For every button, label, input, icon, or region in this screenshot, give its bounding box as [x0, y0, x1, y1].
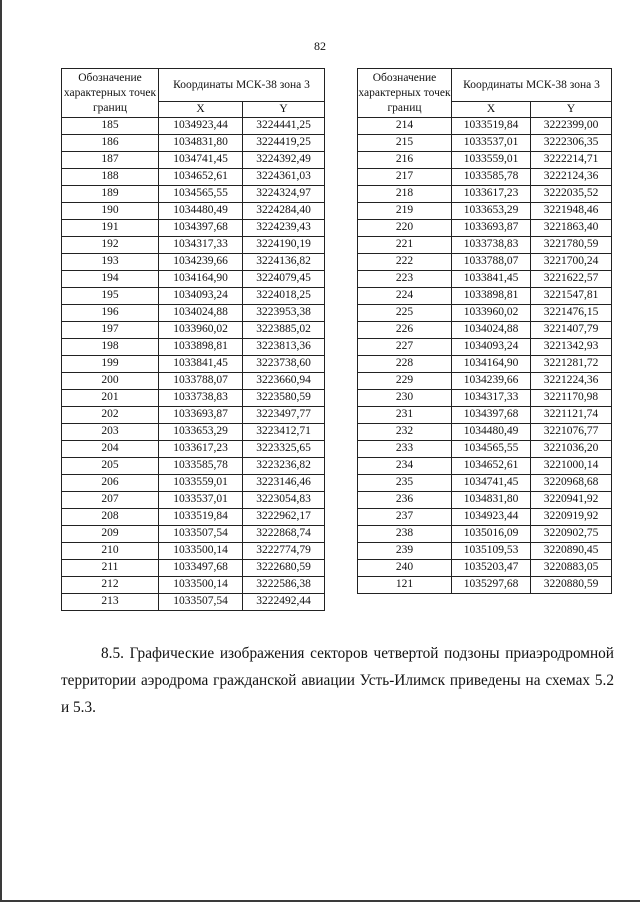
y-cell: 3223580,59	[243, 390, 325, 407]
x-cell: 1033738,83	[452, 237, 531, 254]
table-row	[358, 424, 612, 441]
x-cell: 1034480,49	[452, 424, 531, 441]
y-cell: 3221622,57	[531, 271, 612, 288]
table-row	[358, 305, 612, 322]
table-row	[62, 135, 325, 152]
point-cell: 220	[358, 220, 452, 237]
point-cell: 194	[62, 271, 159, 288]
x-cell: 1033693,87	[452, 220, 531, 237]
point-cell: 190	[62, 203, 159, 220]
x-cell: 1034024,88	[452, 322, 531, 339]
table-row	[62, 254, 325, 271]
table-row	[62, 441, 325, 458]
x-cell: 1034741,45	[159, 152, 243, 169]
y-cell: 3221780,59	[531, 237, 612, 254]
coordinates-header: Координаты МСК-38 зона 3	[452, 69, 612, 102]
table-header-row	[358, 69, 612, 102]
y-cell: 3222962,17	[243, 509, 325, 526]
y-cell: 3223054,83	[243, 492, 325, 509]
x-cell: 1035297,68	[452, 577, 531, 594]
designation-header: Обозначение характерных точек границ	[62, 69, 159, 118]
y-cell: 3220919,92	[531, 509, 612, 526]
point-cell: 185	[62, 118, 159, 135]
x-cell: 1033537,01	[159, 492, 243, 509]
point-cell: 189	[62, 186, 159, 203]
point-cell: 208	[62, 509, 159, 526]
table-row	[358, 237, 612, 254]
y-cell: 3224284,40	[243, 203, 325, 220]
point-cell: 198	[62, 339, 159, 356]
table-row	[358, 441, 612, 458]
table-row	[358, 407, 612, 424]
y-header: Y	[531, 102, 612, 118]
point-cell: 240	[358, 560, 452, 577]
point-cell: 228	[358, 356, 452, 373]
point-cell: 199	[62, 356, 159, 373]
x-cell: 1033788,07	[159, 373, 243, 390]
x-cell: 1034831,80	[452, 492, 531, 509]
table-row	[62, 152, 325, 169]
table-row	[358, 169, 612, 186]
point-cell: 232	[358, 424, 452, 441]
y-cell: 3221407,79	[531, 322, 612, 339]
point-cell: 203	[62, 424, 159, 441]
point-cell: 239	[358, 543, 452, 560]
y-cell: 3222035,52	[531, 186, 612, 203]
table-row	[62, 339, 325, 356]
y-cell: 3224361,03	[243, 169, 325, 186]
x-cell: 1033585,78	[452, 169, 531, 186]
y-cell: 3223497,77	[243, 407, 325, 424]
x-cell: 1034024,88	[159, 305, 243, 322]
y-cell: 3220968,68	[531, 475, 612, 492]
x-cell: 1033559,01	[452, 152, 531, 169]
point-cell: 204	[62, 441, 159, 458]
x-cell: 1033507,54	[159, 526, 243, 543]
table-row	[62, 271, 325, 288]
y-cell: 3224392,49	[243, 152, 325, 169]
y-cell: 3224079,45	[243, 271, 325, 288]
point-cell: 226	[358, 322, 452, 339]
section-paragraph	[61, 640, 614, 721]
point-cell: 238	[358, 526, 452, 543]
table-row	[358, 220, 612, 237]
y-cell: 3224419,25	[243, 135, 325, 152]
point-cell: 186	[62, 135, 159, 152]
table-row	[62, 509, 325, 526]
table-row	[62, 594, 325, 611]
table-row	[62, 577, 325, 594]
y-cell: 3223738,60	[243, 356, 325, 373]
point-cell: 217	[358, 169, 452, 186]
x-cell: 1033559,01	[159, 475, 243, 492]
table-row	[62, 237, 325, 254]
x-cell: 1033585,78	[159, 458, 243, 475]
y-cell: 3223660,94	[243, 373, 325, 390]
table-row	[62, 220, 325, 237]
point-cell: 211	[62, 560, 159, 577]
coordinates-table-left	[61, 68, 325, 611]
x-cell: 1033841,45	[159, 356, 243, 373]
x-cell: 1034565,55	[452, 441, 531, 458]
point-cell: 209	[62, 526, 159, 543]
table-row	[62, 322, 325, 339]
y-cell: 3221121,74	[531, 407, 612, 424]
table-header-row	[62, 69, 325, 102]
coordinates-table-right	[357, 68, 612, 594]
y-cell: 3221000,14	[531, 458, 612, 475]
x-cell: 1033960,02	[452, 305, 531, 322]
scan-left-edge	[0, 0, 2, 902]
point-cell: 200	[62, 373, 159, 390]
point-cell: 223	[358, 271, 452, 288]
x-cell: 1034397,68	[159, 220, 243, 237]
x-header: X	[452, 102, 531, 118]
y-cell: 3222586,38	[243, 577, 325, 594]
y-cell: 3221476,15	[531, 305, 612, 322]
y-cell: 3224136,82	[243, 254, 325, 271]
point-cell: 191	[62, 220, 159, 237]
y-cell: 3223236,82	[243, 458, 325, 475]
y-cell: 3222868,74	[243, 526, 325, 543]
y-header: Y	[243, 102, 325, 118]
table-row	[358, 509, 612, 526]
y-cell: 3222680,59	[243, 560, 325, 577]
x-cell: 1033960,02	[159, 322, 243, 339]
x-cell: 1033898,81	[452, 288, 531, 305]
table-row	[358, 135, 612, 152]
table-row	[358, 288, 612, 305]
point-cell: 235	[358, 475, 452, 492]
table-row	[62, 305, 325, 322]
table-row	[358, 458, 612, 475]
y-cell: 3221036,20	[531, 441, 612, 458]
coordinates-header: Координаты МСК-38 зона 3	[159, 69, 325, 102]
point-cell: 229	[358, 373, 452, 390]
table-row	[358, 118, 612, 135]
point-cell: 193	[62, 254, 159, 271]
paragraph-text: 8.5. Графические изображения секторов четвертой подзоны приаэродромной территории аэродрома гражданской авиации Усть-Илимск приведены на схемах 5.2 и 5.3.	[61, 645, 614, 716]
coordinates-table-left-body	[62, 118, 325, 611]
table-row	[62, 356, 325, 373]
point-cell: 222	[358, 254, 452, 271]
table-row	[358, 186, 612, 203]
point-cell: 202	[62, 407, 159, 424]
x-cell: 1033537,01	[452, 135, 531, 152]
y-cell: 3223146,46	[243, 475, 325, 492]
point-cell: 187	[62, 152, 159, 169]
table-row	[358, 543, 612, 560]
y-cell: 3220883,05	[531, 560, 612, 577]
x-cell: 1035109,53	[452, 543, 531, 560]
table-row	[358, 390, 612, 407]
point-cell: 213	[62, 594, 159, 611]
table-row	[62, 543, 325, 560]
y-cell: 3222774,79	[243, 543, 325, 560]
x-cell: 1034239,66	[159, 254, 243, 271]
x-cell: 1033693,87	[159, 407, 243, 424]
y-cell: 3224190,19	[243, 237, 325, 254]
x-cell: 1033519,84	[452, 118, 531, 135]
y-cell: 3224324,97	[243, 186, 325, 203]
table-row	[62, 203, 325, 220]
x-cell: 1033898,81	[159, 339, 243, 356]
y-cell: 3220941,92	[531, 492, 612, 509]
table-row	[358, 577, 612, 594]
table-row	[358, 254, 612, 271]
y-cell: 3223885,02	[243, 322, 325, 339]
table-row	[358, 271, 612, 288]
point-cell: 221	[358, 237, 452, 254]
y-cell: 3221948,46	[531, 203, 612, 220]
table-row	[62, 407, 325, 424]
point-cell: 201	[62, 390, 159, 407]
y-cell: 3223412,71	[243, 424, 325, 441]
point-cell: 236	[358, 492, 452, 509]
point-cell: 196	[62, 305, 159, 322]
x-cell: 1035016,09	[452, 526, 531, 543]
y-cell: 3221863,40	[531, 220, 612, 237]
point-cell: 205	[62, 458, 159, 475]
table-row	[62, 526, 325, 543]
table-row	[358, 203, 612, 220]
table-row	[358, 560, 612, 577]
table-row	[62, 390, 325, 407]
point-cell: 207	[62, 492, 159, 509]
y-cell: 3220890,45	[531, 543, 612, 560]
y-cell: 3221547,81	[531, 288, 612, 305]
x-cell: 1033500,14	[159, 543, 243, 560]
point-cell: 212	[62, 577, 159, 594]
y-cell: 3221170,98	[531, 390, 612, 407]
x-cell: 1033738,83	[159, 390, 243, 407]
table-row	[62, 424, 325, 441]
x-cell: 1033788,07	[452, 254, 531, 271]
table-row	[358, 339, 612, 356]
y-cell: 3220902,75	[531, 526, 612, 543]
point-cell: 195	[62, 288, 159, 305]
point-cell: 215	[358, 135, 452, 152]
x-cell: 1034397,68	[452, 407, 531, 424]
point-cell: 225	[358, 305, 452, 322]
x-cell: 1034317,33	[159, 237, 243, 254]
x-cell: 1034831,80	[159, 135, 243, 152]
point-cell: 216	[358, 152, 452, 169]
table-row	[358, 152, 612, 169]
x-cell: 1034093,24	[452, 339, 531, 356]
point-cell: 231	[358, 407, 452, 424]
x-cell: 1033653,29	[452, 203, 531, 220]
x-cell: 1034652,61	[159, 169, 243, 186]
y-cell: 3222124,36	[531, 169, 612, 186]
y-cell: 3221281,72	[531, 356, 612, 373]
x-cell: 1033497,68	[159, 560, 243, 577]
y-cell: 3223953,38	[243, 305, 325, 322]
x-cell: 1035203,47	[452, 560, 531, 577]
page-number: 82	[314, 39, 326, 53]
table-row	[358, 526, 612, 543]
table-row	[62, 118, 325, 135]
y-cell: 3220880,59	[531, 577, 612, 594]
coordinates-table-right-body	[358, 118, 612, 594]
table-row	[62, 492, 325, 509]
x-header: X	[159, 102, 243, 118]
point-cell: 227	[358, 339, 452, 356]
point-cell: 214	[358, 118, 452, 135]
y-cell: 3221342,93	[531, 339, 612, 356]
x-cell: 1034239,66	[452, 373, 531, 390]
table-row	[62, 458, 325, 475]
point-cell: 210	[62, 543, 159, 560]
y-cell: 3222214,71	[531, 152, 612, 169]
table-row	[62, 373, 325, 390]
y-cell: 3224018,25	[243, 288, 325, 305]
table-row	[62, 475, 325, 492]
table-row	[62, 288, 325, 305]
x-cell: 1034923,44	[159, 118, 243, 135]
x-cell: 1034164,90	[452, 356, 531, 373]
y-cell: 3221076,77	[531, 424, 612, 441]
designation-header: Обозначение характерных точек границ	[358, 69, 452, 118]
x-cell: 1034317,33	[452, 390, 531, 407]
x-cell: 1034923,44	[452, 509, 531, 526]
point-cell: 206	[62, 475, 159, 492]
table-row	[358, 322, 612, 339]
x-cell: 1033519,84	[159, 509, 243, 526]
x-cell: 1034093,24	[159, 288, 243, 305]
y-cell: 3224441,25	[243, 118, 325, 135]
y-cell: 3223325,65	[243, 441, 325, 458]
x-cell: 1033507,54	[159, 594, 243, 611]
x-cell: 1033617,23	[159, 441, 243, 458]
point-cell: 218	[358, 186, 452, 203]
x-cell: 1034652,61	[452, 458, 531, 475]
y-cell: 3222492,44	[243, 594, 325, 611]
y-cell: 3223813,36	[243, 339, 325, 356]
y-cell: 3221224,36	[531, 373, 612, 390]
point-cell: 192	[62, 237, 159, 254]
table-row	[358, 492, 612, 509]
table-row	[62, 186, 325, 203]
point-cell: 219	[358, 203, 452, 220]
point-cell: 233	[358, 441, 452, 458]
point-cell: 234	[358, 458, 452, 475]
point-cell: 197	[62, 322, 159, 339]
x-cell: 1034565,55	[159, 186, 243, 203]
point-cell: 188	[62, 169, 159, 186]
point-cell: 224	[358, 288, 452, 305]
point-cell: 121	[358, 577, 452, 594]
x-cell: 1034164,90	[159, 271, 243, 288]
x-cell: 1033653,29	[159, 424, 243, 441]
x-cell: 1033617,23	[452, 186, 531, 203]
x-cell: 1033500,14	[159, 577, 243, 594]
point-cell: 230	[358, 390, 452, 407]
y-cell: 3221700,24	[531, 254, 612, 271]
y-cell: 3222399,00	[531, 118, 612, 135]
x-cell: 1033841,45	[452, 271, 531, 288]
y-cell: 3224239,43	[243, 220, 325, 237]
table-row	[358, 373, 612, 390]
y-cell: 3222306,35	[531, 135, 612, 152]
table-row	[358, 475, 612, 492]
table-row	[62, 169, 325, 186]
table-row	[358, 356, 612, 373]
x-cell: 1034741,45	[452, 475, 531, 492]
point-cell: 237	[358, 509, 452, 526]
x-cell: 1034480,49	[159, 203, 243, 220]
table-row	[62, 560, 325, 577]
